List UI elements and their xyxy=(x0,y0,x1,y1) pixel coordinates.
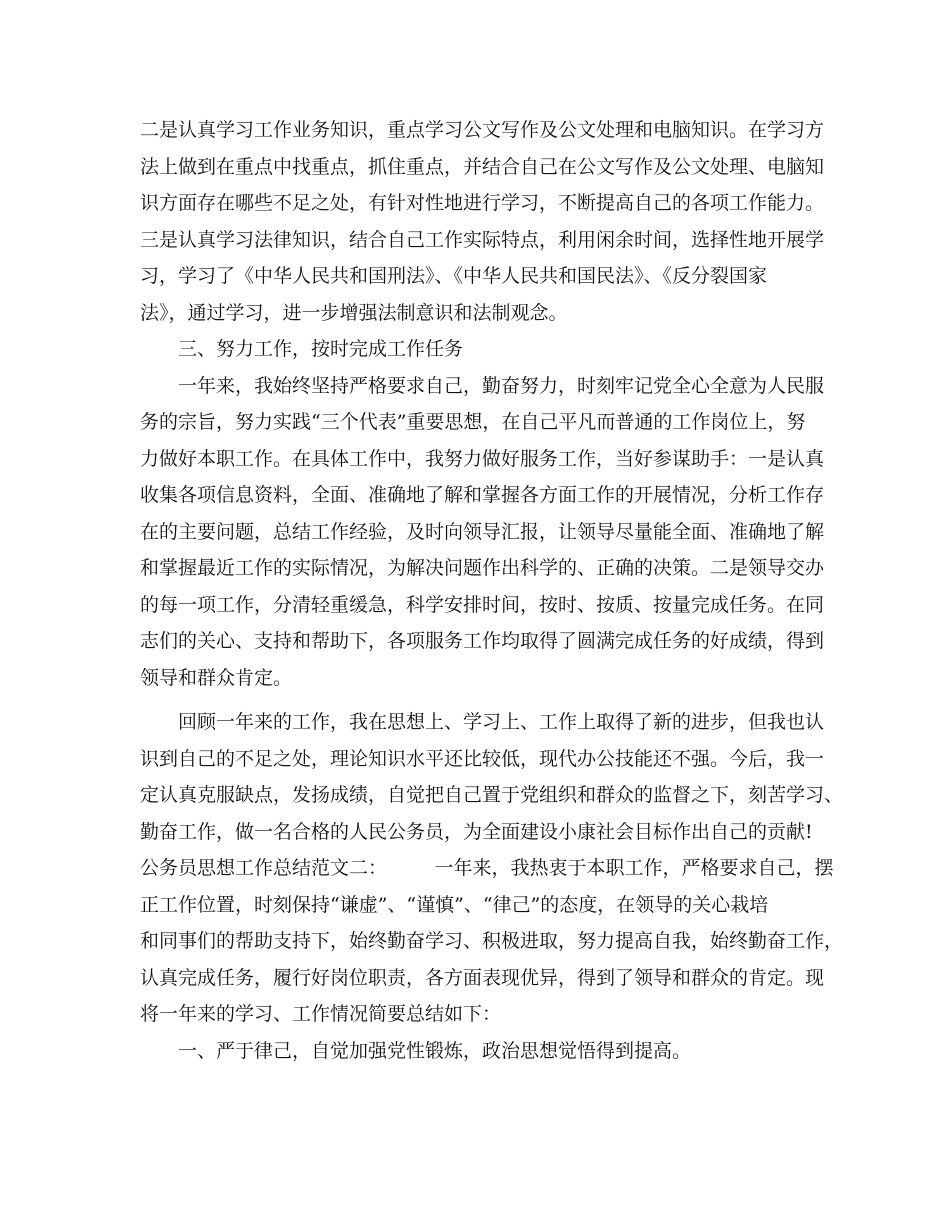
text-line: 三是认真学习法律知识，结合自己工作实际特点，利用闲余时间，选择性地开展学 xyxy=(140,228,825,251)
text-line: 一年来，我始终坚持严格要求自己，勤奋努力，时刻牢记党全心全意为人民服 xyxy=(140,374,825,397)
text-line: 将一年来的学习、工作情况简要总结如下： xyxy=(140,1003,502,1025)
document-body xyxy=(140,112,844,1069)
text-line: 务的宗旨，努力实践“三个代表”重要思想，在自己平凡而普通的工作岗位上，努 xyxy=(140,411,806,433)
text-line: 认真完成任务，履行好岗位职责，各方面表现优异，得到了领导和群众的肯定。现 xyxy=(140,966,825,989)
text-line: 习，学习了《中华人民共和国刑法》、《中华人民共和国民法》、《反分裂国家 xyxy=(140,265,768,287)
section-heading: 三、努力工作，按时完成工作任务 xyxy=(140,338,464,360)
text-line: 勤奋工作，做一名合格的人民公务员，为全面建设小康社会目标作出自己的贡献! xyxy=(140,820,813,843)
text-line: 识方面存在哪些不足之处，有针对性地进行学习，不断提高自己的各项工作能力。 xyxy=(140,192,825,214)
text-line: 收集各项信息资料，全面、准确地了解和掌握各方面工作的开展情况，分析工作存 xyxy=(140,484,825,506)
text-line: 法》，通过学习，进一步增强法制意识和法制观念。 xyxy=(140,301,568,324)
text-line: 志们的关心、支持和帮助下，各项服务工作均取得了圆满完成任务的好成绩，得到 xyxy=(140,630,825,652)
text-line: 二是认真学习工作业务知识，重点学习公文写作及公文处理和电脑知识。在学习方 xyxy=(140,119,825,141)
text-line: 在的主要问题，总结工作经验，及时向领导汇报，让领导尽量能全面、准确地了解 xyxy=(140,520,825,543)
section-heading: 一、严于律己，自觉加强党性锻炼，政治思想觉悟得到提高。 xyxy=(140,1039,692,1062)
text-line: 的每一项工作，分清轻重缓急，科学安排时间，按时、按质、按量完成任务。在同 xyxy=(140,593,825,616)
text-line: 领导和群众肯定。 xyxy=(140,666,293,689)
text-line: 正工作位置，时刻保持“谦虚”、“谨慎”、“律己”的态度，在领导的关心栽培 xyxy=(140,893,769,916)
text-line: 力做好本职工作。在具体工作中，我努力做好服务工作，当好参谋助手：一是认真 xyxy=(140,447,825,470)
text-line: 识到自己的不足之处，理论知识水平还比较低，现代办公技能还不强。今后，我一 xyxy=(140,747,825,770)
text-line: 回顾一年来的工作，我在思想上、学习上、工作上取得了新的进步，但我也认 xyxy=(140,711,825,733)
text-line: 公务员思想工作总结范文二： 一年来，我热衷于本职工作，严格要求自己，摆 xyxy=(140,857,834,879)
text-line: 和掌握最近工作的实际情况，为解决问题作出科学的、正确的决策。二是领导交办 xyxy=(140,557,825,579)
text-line: 法上做到在重点中找重点，抓住重点，并结合自己在公文写作及公文处理、电脑知 xyxy=(140,155,825,178)
text-line: 和同事们的帮助支持下，始终勤奋学习、积极进取，努力提高自我，始终勤奋工作， xyxy=(140,930,844,952)
text-line: 定认真克服缺点，发扬成绩，自觉把自己置于党组织和群众的监督之下，刻苦学习、 xyxy=(140,784,844,806)
